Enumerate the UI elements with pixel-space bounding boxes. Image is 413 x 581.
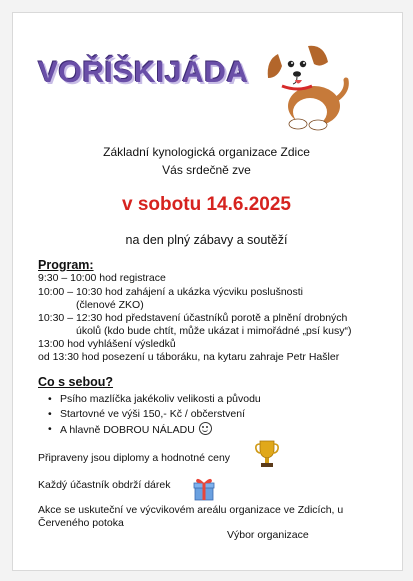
bring-list — [48, 392, 261, 438]
program-line: 9:30 – 10:00 hod registrace — [38, 272, 166, 284]
smiley-icon — [199, 422, 212, 435]
event-title: VOŘÍŠKIJÁDA — [38, 56, 249, 89]
gift-text: Každý účastník obdrží dárek — [38, 479, 171, 491]
list-item: • Startovné ve výši 150,- Kč / občerstvení — [48, 407, 261, 422]
trophy-icon — [254, 439, 280, 469]
program-line: (členové ZKO) — [76, 299, 144, 311]
location-line-2: Červeného potoka — [38, 517, 124, 529]
program-heading: Program: — [38, 258, 94, 272]
program-line: od 13:30 hod posezení u táboráku, na kytaru zahraje Petr Hašler — [38, 351, 340, 363]
dog-illustration — [258, 36, 350, 132]
invitation-text: Vás srdečně zve — [162, 163, 251, 177]
program-line: 10:00 – 10:30 hod zahájení a ukázka výcviku poslušnosti — [38, 286, 304, 298]
prizes-text: Připraveny jsou diplomy a hodnotné ceny — [38, 452, 231, 464]
list-item: • A hlavně DOBROU NÁLADU — [48, 422, 261, 438]
gift-icon — [192, 476, 216, 502]
list-item: • Psího mazlíčka jakékoliv velikosti a původu — [48, 392, 261, 407]
location-line-1: Akce se uskuteční ve výcvikovém areálu organizace ve Zdicích, u — [38, 504, 344, 516]
event-subtitle: na den plný zábavy a soutěží — [125, 233, 288, 247]
event-date: v sobotu 14.6.2025 — [122, 194, 291, 215]
program-line: úkolů (kdo bude chtít, může ukázat i mimořádné „psí kusy“) — [76, 325, 352, 337]
bring-heading: Co s sebou? — [38, 375, 114, 389]
program-line: 13:00 hod vyhlášení výsledků — [38, 338, 176, 350]
program-line: 10:30 – 12:30 hod představení účastníků porotě a plnění drobných — [38, 312, 348, 324]
signature: Výbor organizace — [227, 529, 309, 541]
organization-name: Základní kynologická organizace Zdice — [103, 145, 310, 159]
